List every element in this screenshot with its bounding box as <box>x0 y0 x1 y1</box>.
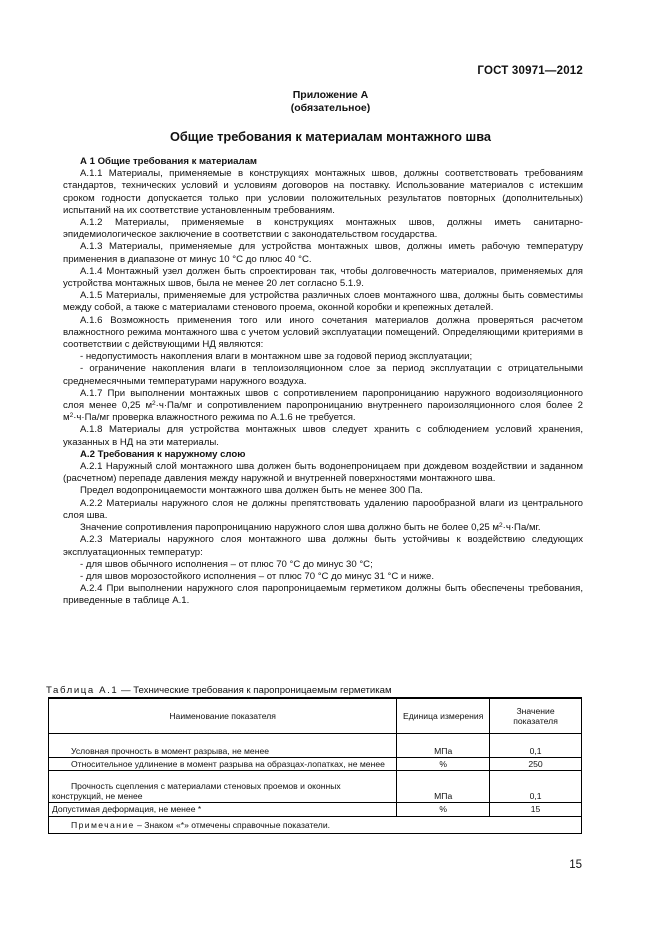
paragraph: А.1.7 При выполнении монтажных швов с сопротивлением паропроницанию наружного водоизоляционного слоя менее 0,25 $м^2\cdot ч\cdot Па/мг$ и сопротивлением паропроницанию внутреннего пароизоляционного слоя более 2 $м^2\cdot ч\cdot Па/мг$ проверка влажностного режима по А.1.6 не требуется. <box>63 387 584 424</box>
table-header-row <box>49 698 582 734</box>
paragraph: А.2.2 Материалы наружного слоя не должны препятствовать удалению парообразной влаги из центрального слоя шва. <box>63 497 583 521</box>
standard-code: ГОСТ 30971—2012 <box>477 65 583 77</box>
table-note-row <box>49 816 582 833</box>
table-cell: 0,1 <box>490 771 582 803</box>
paragraph: А.1.4 Монтажный узел должен быть спроектирован так, чтобы долговечность материалов, применяемых для устройства монтажных швов, была не менее 20 лет согласно 5.1.9. <box>63 265 583 290</box>
section-heading: А 1 Общие требования к материалам <box>80 156 258 167</box>
paragraph: А.1.6 Возможность применения того или иного сочетания материалов должна проверяться расчетом влажностного режима монтажного шва с учетом условий эксплуатации помещений. Определяющими критериями в соответствии с действующими НД являются: <box>63 314 583 351</box>
table-note: Примечание – Знаком «*» отмечены справочные показатели. <box>49 816 582 833</box>
table-row <box>49 734 582 758</box>
table-cell: % <box>397 803 490 816</box>
paragraph: А.1.3 Материалы, применяемые для устройства монтажных швов, должны иметь рабочую температуру применения в диапазоне от минус 10 °С до плюс 40 °С. <box>63 241 583 265</box>
table-cell: Допустимая деформация, не менее * <box>49 803 397 816</box>
table-row <box>49 803 582 816</box>
paragraph: А.1.1 Материалы, применяемые в конструкциях монтажных швов, должны соответствовать требованиям стандартов, технических условий и условиям договоров на поставку. Использование материалов с истекшим сроком годности допускается только при условии положительных результатов повторных (дополнительных) испытаний на их соответствие установленным требованиям. <box>63 168 583 216</box>
annex-title: Приложение А <box>292 89 369 101</box>
table-cell: 0,1 <box>490 734 582 758</box>
table-cell: МПа <box>397 771 490 803</box>
annex-heading <box>0 89 661 115</box>
paragraph: Предел водопроницаемости монтажного шва должен быть не менее 300 Па. <box>80 485 423 497</box>
document-body <box>63 156 583 608</box>
paragraph: А.2.3 Материалы наружного слоя монтажного шва должны быть устойчивы к воздействию следующих эксплуатационных температур: <box>63 534 583 558</box>
paragraph: Значение сопротивления паропроницанию наружного слоя шва должно быть не более 0,25 $м^2\cdot ч\cdot Па/мг$. <box>80 522 541 534</box>
list-item: - ограничение накопления влаги в теплоизоляционном слое за период эксплуатации с отрицательными среднемесячными температурами наружного воздуха. <box>63 363 583 387</box>
list-item: - для швов обычного исполнения – от плюс 70 °С до минус 30 °С; <box>80 558 373 570</box>
page-title: Общие требования к материалам монтажного шва <box>169 129 492 144</box>
table-cell: % <box>397 758 490 771</box>
table-cell: 250 <box>490 758 582 771</box>
paragraph: А.1.8 Материалы для устройства монтажных швов следует хранить с соблюдением условий хранения, указанных в НД на эти материалы. <box>63 424 583 448</box>
paragraph: А.2.4 При выполнении наружного слоя паропроницаемым герметиком должны быть обеспечены требования, приведенные в таблице А.1. <box>63 583 583 607</box>
table-cell: Прочность сцепления с материалами стеновых проемов и оконных конструкций, не менее <box>49 771 397 803</box>
list-item: - для швов морозостойкого исполнения – от плюс 70 °С до минус 31 °С и ниже. <box>80 570 435 582</box>
table-caption: Таблица А.1 — Технические требования к паропроницаемым герметикам <box>46 685 392 696</box>
table-row <box>49 758 582 771</box>
list-item: - недопустимость накопления влаги в монтажном шве за годовой период эксплуатации; <box>80 351 473 363</box>
table-header-cell: Наименование показателя <box>49 698 397 734</box>
table-row <box>49 771 582 803</box>
paragraph: А.1.2 Материалы, применяемые в конструкциях монтажных швов, должны иметь санитарно-эпидемиологическое заключение в соответствии с законодательством государства. <box>63 217 583 241</box>
annex-status: (обязательное) <box>290 102 371 114</box>
paragraph: А.1.5 Материалы, применяемые для устройства различных слоев монтажного шва, должны быть совместимы между собой, а также с материалами стенового проема, оконной коробки и крепежных деталей. <box>63 290 583 314</box>
table-cell: Относительное удлинение в момент разрыва на образцах-лопатках, не менее <box>49 758 397 771</box>
table-cell: Условная прочность в момент разрыва, не менее <box>49 734 397 758</box>
requirements-table <box>48 697 582 834</box>
table-header-cell: Значение показателя <box>490 698 582 734</box>
page-number: 15 <box>569 859 582 871</box>
table-cell: МПа <box>397 734 490 758</box>
table-header-cell: Единица измерения <box>397 698 490 734</box>
paragraph: А.2.1 Наружный слой монтажного шва должен быть водонепроницаем при дождевом воздействии и заданном (расчетном) перепаде давления между наружной и внутренней поверхностями монтажного шва. <box>63 461 583 485</box>
section-heading: А.2 Требования к наружному слою <box>80 448 246 460</box>
table-cell: 15 <box>490 803 582 816</box>
